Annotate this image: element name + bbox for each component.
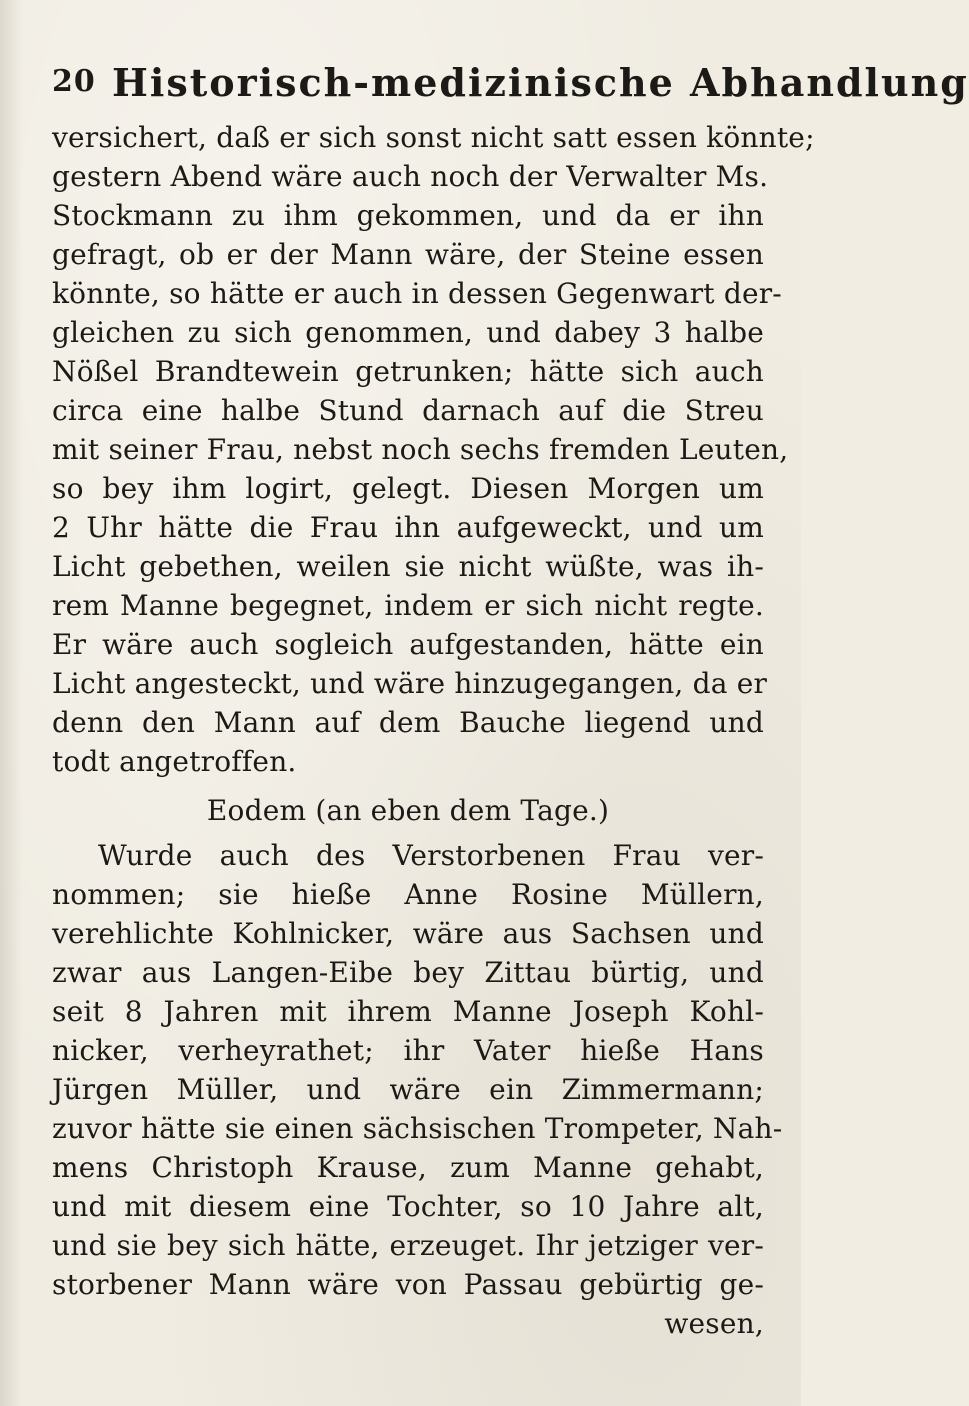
text-line: nicker, verheyrathet; ihr Vater hieße Hans bbox=[52, 1034, 764, 1067]
text-line: seit 8 Jahren mit ihrem Manne Joseph Kohl- bbox=[52, 995, 764, 1028]
text-line: und sie bey sich hätte, erzeuget. Ihr jetziger ver- bbox=[52, 1229, 764, 1262]
text-line: versichert, daß er sich sonst nicht satt essen könnte; bbox=[52, 121, 815, 154]
text-line: gestern Abend wäre auch noch der Verwalter Ms. bbox=[52, 160, 769, 193]
running-head: Historisch-medizinische Abhandlung bbox=[112, 60, 969, 105]
text-line: 2 Uhr hätte die Frau ihn aufgeweckt, und um bbox=[52, 511, 764, 544]
body-text bbox=[52, 118, 815, 1343]
section-subheading: Eodem (an eben dem Tage.) bbox=[206, 794, 610, 827]
text-line: nommen; sie hieße Anne Rosine Müllern, bbox=[52, 878, 764, 911]
text-line: Stockmann zu ihm gekommen, und da er ihn bbox=[52, 199, 764, 232]
text-line: mit seiner Frau, nebst noch sechs fremden Leuten, bbox=[52, 433, 789, 466]
text-line: könnte, so hätte er auch in dessen Gegenwart der- bbox=[52, 277, 782, 310]
text-line: gefragt, ob er der Mann wäre, der Steine essen bbox=[52, 238, 764, 271]
text-line: todt angetroffen. bbox=[52, 745, 297, 778]
text-line: rem Manne begegnet, indem er sich nicht regte. bbox=[52, 589, 764, 622]
text-line: circa eine halbe Stund darnach auf die Streu bbox=[52, 394, 764, 427]
text-line: storbener Mann wäre von Passau gebürtig ge- bbox=[52, 1268, 764, 1301]
text-line: Wurde auch des Verstorbenen Frau ver- bbox=[98, 839, 764, 872]
text-line: mens Christoph Krause, zum Manne gehabt, bbox=[52, 1151, 764, 1184]
text-line: Jürgen Müller, und wäre ein Zimmermann; bbox=[52, 1073, 764, 1106]
text-line: gleichen zu sich genommen, und dabey 3 halbe bbox=[52, 316, 764, 349]
paragraph-testimony-1 bbox=[52, 118, 815, 781]
page-number: 20 bbox=[52, 64, 96, 99]
text-line: Licht gebethen, weilen sie nicht wüßte, was ih- bbox=[52, 550, 764, 583]
text-line: so bey ihm logirt, gelegt. Diesen Morgen um bbox=[52, 472, 764, 505]
page-gutter-shadow bbox=[0, 0, 22, 1406]
text-line: zwar aus Langen-Eibe bey Zittau bürtig, und bbox=[52, 956, 764, 989]
catchword: wesen, bbox=[664, 1307, 764, 1340]
page-header bbox=[52, 60, 969, 105]
text-line: denn den Mann auf dem Bauche liegend und bbox=[52, 706, 764, 739]
text-line: Licht angesteckt, und wäre hinzugegangen, da er bbox=[52, 667, 768, 700]
text-line: und mit diesem eine Tochter, so 10 Jahre alt, bbox=[52, 1190, 764, 1223]
text-line: verehlichte Kohlnicker, wäre aus Sachsen und bbox=[52, 917, 764, 950]
text-line: Nößel Brandtewein getrunken; hätte sich auch bbox=[52, 355, 764, 388]
paragraph-testimony-2 bbox=[52, 836, 783, 1304]
text-line: zuvor hätte sie einen sächsischen Trompeter, Nah- bbox=[52, 1112, 783, 1145]
text-line: Er wäre auch sogleich aufgestanden, hätte ein bbox=[52, 628, 764, 661]
